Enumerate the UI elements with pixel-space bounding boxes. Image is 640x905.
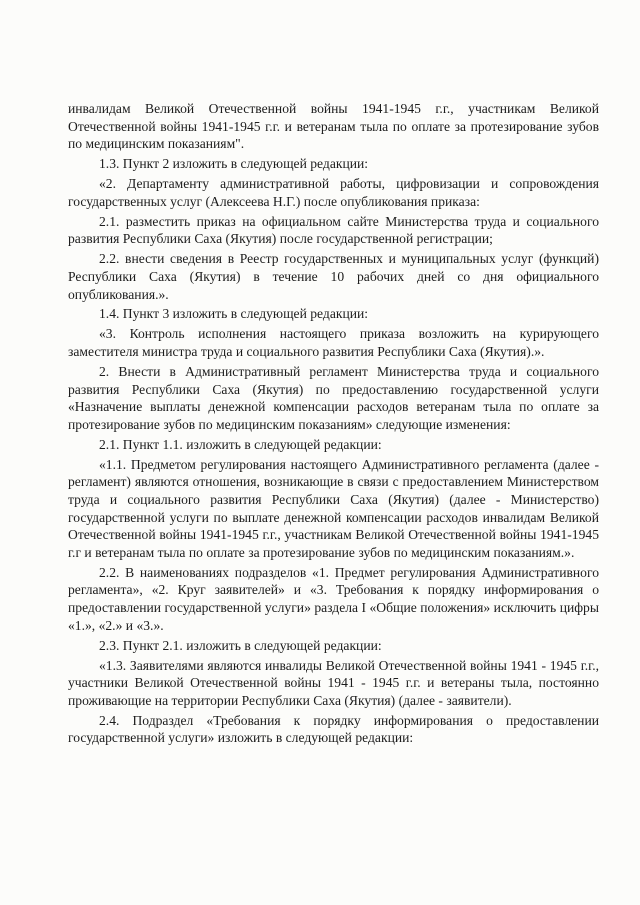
paragraph-7: «3. Контроль исполнения настоящего приказа возложить на курирующего заместителя министра труда и социального развития Республики Саха (Якутия).». <box>68 326 599 360</box>
paragraph-11: 2.2. В наименованиях подразделов «1. Предмет регулирования Административного регламента», «2. Круг заявителей» и «3. Требования к порядку информирования о предоставлении государственной услуги» раздела I «Общие положения» исключить цифры «1.», «2.» и «3.». <box>68 564 599 633</box>
paragraph-8: 2. Внести в Административный регламент Министерства труда и социального развития Республики Саха (Якутия) по предоставлению государственной услуги «Назначение выплаты денежной компенсации расходов ветеранам тыла по оплате за протезирование зубов по медицинским показаниям» следующие изменения: <box>68 364 599 432</box>
paragraph-10: «1.1. Предметом регулирования настоящего Административного регламента (далее - регламент) являются отношения, возникающие в связи с предоставлением Министерством труда и социального развития Республики Саха (Якутия) (далее - Министерство) государственной услуги по выплате денежной компенсации расходов инвалидам Великой Отечественной войны 1941-1945 г.г., участникам Великой Отечественной войны 1941-1945 г.г и ветеранам тыла по оплате за протезирование зубов по медицинским показаниям.». <box>68 456 599 560</box>
paragraph-1: инвалидам Великой Отечественной войны 1941-1945 г.г., участникам Великой Отечественной войны 1941-1945 г.г. и ветеранам тыла по оплате за протезирование зубов по медицинским показаниям". <box>68 101 599 152</box>
paragraph-5: 2.2. внести сведения в Реестр государственных и муниципальных услуг (функций) Республики Саха (Якутия) в течение 10 рабочих дней со дня официального опубликования.». <box>68 251 599 302</box>
paragraph-3: «2. Департаменту административной работы, цифровизации и сопровождения государственных услуг (Алексеева Н.Г.) после опубликования приказа: <box>68 176 599 209</box>
paragraph-14: 2.4. Подраздел «Требования к порядку информирования о предоставлении государственной услуги» изложить в следующей редакции: <box>68 712 599 746</box>
document-body <box>68 100 599 749</box>
paragraph-13: «1.3. Заявителями являются инвалиды Великой Отечественной войны 1941 - 1945 г.г., участники Великой Отечественной войны 1941 - 1945 г.г. и ветераны тыла, постоянно проживающие на территории Республики Саха (Якутия) (далее - заявители). <box>68 657 599 708</box>
paragraph-4: 2.1. разместить приказ на официальном сайте Министерства труда и социального развития Республики Саха (Якутия) после государственной регистрации; <box>68 213 599 247</box>
paragraph-9: 2.1. Пункт 1.1. изложить в следующей редакции: <box>99 436 382 452</box>
paragraph-12: 2.3. Пункт 2.1. изложить в следующей редакции: <box>99 637 382 653</box>
paragraph-2: 1.3. Пункт 2 изложить в следующей редакции: <box>99 156 369 172</box>
paragraph-6: 1.4. Пункт 3 изложить в следующей редакции: <box>99 306 369 322</box>
